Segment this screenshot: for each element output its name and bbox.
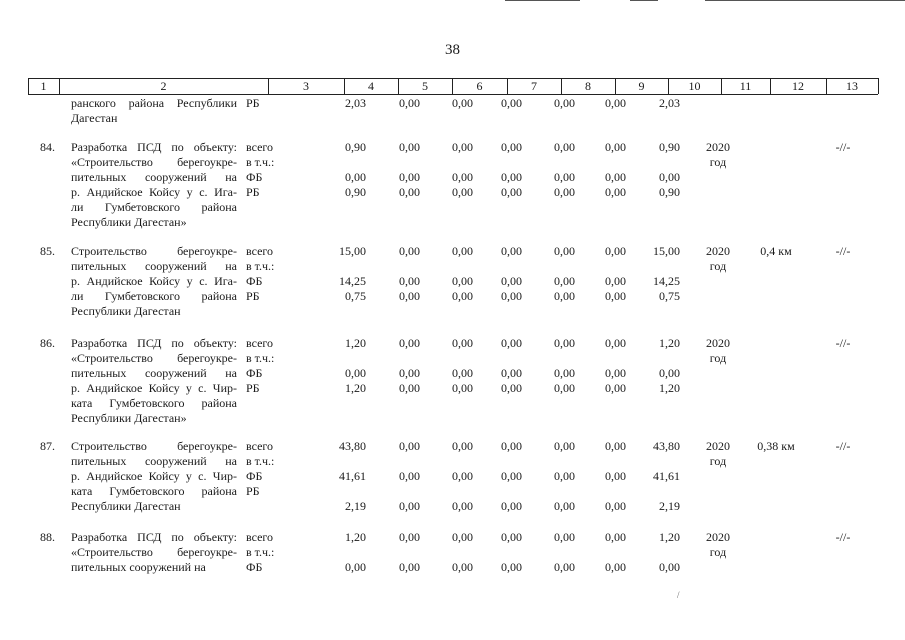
row-description <box>71 140 237 230</box>
total-value: 0,00 <box>399 244 420 258</box>
desc-line: Республики Дагестан» <box>71 411 187 425</box>
fb-value: 0,00 <box>659 560 680 574</box>
total-value: 0,00 <box>501 530 522 544</box>
total-value: 0,00 <box>605 244 626 258</box>
desc-line: р. Андийское Койсу у с. Ига- <box>71 185 237 199</box>
funding-source: РБ <box>246 289 260 303</box>
note: -//- <box>835 530 851 544</box>
capacity: 0,38 км <box>757 439 795 453</box>
total-value: 0,00 <box>399 530 420 544</box>
column-divider <box>721 78 722 94</box>
header-col-1: 1 <box>40 79 47 93</box>
fb-value: 0,00 <box>399 560 420 574</box>
row-description <box>71 244 237 319</box>
row-description <box>71 439 237 514</box>
funding-source: РБ <box>246 185 260 199</box>
total-value: 0,00 <box>452 530 473 544</box>
rb-value: 0,00 <box>452 499 473 513</box>
completion-year: 2020 <box>706 244 730 258</box>
header-col-6: 6 <box>476 79 483 93</box>
total-value: 0,90 <box>659 140 680 154</box>
desc-line: «Строительство берегоукре- <box>71 155 237 169</box>
funding-source: в т.ч.: <box>246 155 275 169</box>
fb-value: 0,00 <box>501 560 522 574</box>
completion-year-unit: год <box>709 545 727 559</box>
row-number: 87. <box>40 439 55 453</box>
fb-value: 0,00 <box>452 170 473 184</box>
header-col-3: 3 <box>303 79 309 93</box>
funding-source: ФБ <box>246 560 263 574</box>
fb-value: 0,00 <box>501 469 522 483</box>
total-value: 15,00 <box>339 244 366 258</box>
funding-source: всего <box>246 244 274 258</box>
completion-year-unit: год <box>709 351 727 365</box>
rb-value: 0,00 <box>399 185 420 199</box>
fb-value: 0,00 <box>554 366 575 380</box>
total-value: 0,00 <box>554 336 575 350</box>
rb-value: 0,90 <box>659 185 680 199</box>
total-value: 0,00 <box>452 140 473 154</box>
total-value: 0,00 <box>452 439 473 453</box>
rb-value: 0,00 <box>554 185 575 199</box>
rb-value: 0,75 <box>345 289 366 303</box>
value-cell: 0,00 <box>399 96 420 110</box>
rb-value: 0,00 <box>452 289 473 303</box>
rb-value: 2,19 <box>659 499 680 513</box>
total-value: 1,20 <box>659 530 680 544</box>
desc-line: ли Гумбетовского района <box>71 200 237 214</box>
header-col-2: 2 <box>160 79 167 93</box>
desc-line: Дагестан <box>71 111 118 125</box>
fb-value: 0,00 <box>605 170 626 184</box>
desc-line: Республики Дагестан <box>71 304 181 318</box>
fb-value: 0,00 <box>659 170 680 184</box>
funding-source: РБ <box>246 381 260 395</box>
desc-line: р. Андийское Койсу у с. Ига- <box>71 274 237 288</box>
funding-source: в т.ч.: <box>246 545 275 559</box>
rb-value: 0,00 <box>452 381 473 395</box>
desc-line: р. Андийское Койсу у с. Чир- <box>71 469 237 483</box>
fb-value: 0,00 <box>452 560 473 574</box>
fb-value: 0,00 <box>501 366 522 380</box>
total-value: 0,00 <box>501 140 522 154</box>
fb-value: 0,00 <box>605 560 626 574</box>
desc-line: ранского района Республики <box>71 96 237 110</box>
header-col-5: 5 <box>422 79 428 93</box>
total-value: 0,00 <box>554 140 575 154</box>
column-divider <box>268 78 269 94</box>
fb-value: 0,00 <box>554 170 575 184</box>
fb-value: 0,00 <box>399 274 420 288</box>
funding-source: в т.ч.: <box>246 454 275 468</box>
fb-value: 0,00 <box>345 366 366 380</box>
fb-value: 0,00 <box>452 366 473 380</box>
total-value: 0,00 <box>605 336 626 350</box>
rb-value: 0,00 <box>501 381 522 395</box>
header-col-7: 7 <box>531 79 537 93</box>
completion-year: 2020 <box>706 439 730 453</box>
fb-value: 0,00 <box>659 366 680 380</box>
desc-line: пительных сооружений на <box>71 259 237 273</box>
funding-source: РБ <box>246 96 260 110</box>
desc-line: Разработка ПСД по объекту: <box>71 140 237 154</box>
fb-value: 0,00 <box>554 560 575 574</box>
desc-line: «Строительство берегоукре- <box>71 351 237 365</box>
rb-value: 1,20 <box>659 381 680 395</box>
page-number: 38 <box>445 42 460 58</box>
funding-source: ФБ <box>246 170 263 184</box>
capacity: 0,4 км <box>760 244 792 258</box>
desc-line: ката Гумбетовского района <box>71 396 237 410</box>
desc-line: Строительство берегоукре- <box>71 439 237 453</box>
total-value: 43,80 <box>339 439 366 453</box>
fb-value: 0,00 <box>501 170 522 184</box>
fb-value: 0,00 <box>345 560 366 574</box>
funding-source: ФБ <box>246 469 263 483</box>
column-divider <box>507 78 508 94</box>
header-col-13: 13 <box>846 79 858 93</box>
rb-value: 0,75 <box>659 289 680 303</box>
funding-source: всего <box>246 439 274 453</box>
rb-value: 0,00 <box>399 499 420 513</box>
value-cell: 2,03 <box>659 96 680 110</box>
header-col-10: 10 <box>688 79 701 93</box>
rb-value: 0,00 <box>501 185 522 199</box>
note: -//- <box>835 336 851 350</box>
total-value: 0,00 <box>452 244 473 258</box>
fb-value: 41,61 <box>653 469 680 483</box>
rb-value: 2,19 <box>345 499 366 513</box>
row-number: 86. <box>40 336 55 350</box>
scan-edge-line <box>505 0 580 1</box>
total-value: 1,20 <box>345 530 366 544</box>
fb-value: 0,00 <box>452 274 473 288</box>
fb-value: 0,00 <box>452 469 473 483</box>
completion-year-unit: год <box>709 259 727 273</box>
desc-line: р. Андийское Койсу у с. Чир- <box>71 381 237 395</box>
value-cell: 0,00 <box>605 96 626 110</box>
value-cell: 0,00 <box>452 96 473 110</box>
row-description <box>71 336 237 426</box>
total-value: 0,00 <box>605 439 626 453</box>
funding-source: в т.ч.: <box>246 351 275 365</box>
desc-line: пительных сооружений на <box>71 170 237 184</box>
total-value: 0,00 <box>399 336 420 350</box>
header-col-8: 8 <box>585 79 591 93</box>
note: -//- <box>835 140 851 154</box>
fb-value: 0,00 <box>399 170 420 184</box>
total-value: 43,80 <box>653 439 680 453</box>
column-divider <box>668 78 669 94</box>
fb-value: 0,00 <box>399 469 420 483</box>
desc-line: Республики Дагестан <box>71 499 181 513</box>
funding-source: в т.ч.: <box>246 259 275 273</box>
funding-source: РБ <box>246 484 260 498</box>
row-description <box>71 530 237 575</box>
fb-value: 14,25 <box>339 274 366 288</box>
completion-year: 2020 <box>706 140 730 154</box>
column-divider <box>561 78 562 94</box>
fb-value: 14,25 <box>653 274 680 288</box>
completion-year-unit: год <box>709 454 727 468</box>
fb-value: 0,00 <box>605 366 626 380</box>
fb-value: 41,61 <box>339 469 366 483</box>
column-divider <box>59 78 60 94</box>
row-number: 88. <box>40 530 55 544</box>
total-value: 0,00 <box>554 530 575 544</box>
total-value: 1,20 <box>659 336 680 350</box>
row-number: 85. <box>40 244 55 258</box>
total-value: 0,00 <box>554 244 575 258</box>
total-value: 0,00 <box>501 439 522 453</box>
column-divider <box>452 78 453 94</box>
header-col-4: 4 <box>368 79 374 93</box>
value-cell: 2,03 <box>345 96 366 110</box>
desc-line: Разработка ПСД по объекту: <box>71 336 237 350</box>
funding-source: всего <box>246 530 274 544</box>
column-divider <box>615 78 616 94</box>
column-divider <box>28 78 29 94</box>
value-cell: 0,00 <box>501 96 522 110</box>
total-value: 0,00 <box>605 140 626 154</box>
scan-mark: / <box>677 590 680 600</box>
scan-edge-line <box>630 0 658 1</box>
desc-line: пительных сооружений на <box>71 560 206 574</box>
total-value: 0,00 <box>605 530 626 544</box>
total-value: 1,20 <box>345 336 366 350</box>
desc-line: Строительство берегоукре- <box>71 244 237 258</box>
desc-line: пительных сооружений на <box>71 366 237 380</box>
funding-source: всего <box>246 336 274 350</box>
fb-value: 0,00 <box>399 366 420 380</box>
header-col-9: 9 <box>638 79 645 93</box>
column-divider <box>344 78 345 94</box>
header-col-11: 11 <box>739 79 752 93</box>
desc-line: Разработка ПСД по объекту: <box>71 530 237 544</box>
continuation-description <box>71 96 237 126</box>
header-col-12: 12 <box>792 79 804 93</box>
rb-value: 0,00 <box>452 185 473 199</box>
note: -//- <box>835 439 851 453</box>
fb-value: 0,00 <box>501 274 522 288</box>
total-value: 0,00 <box>501 244 522 258</box>
rb-value: 0,00 <box>554 289 575 303</box>
rb-value: 0,00 <box>605 185 626 199</box>
desc-line: ли Гумбетовского района <box>71 289 237 303</box>
total-value: 0,90 <box>345 140 366 154</box>
desc-line: пительных сооружений на <box>71 454 237 468</box>
scan-edge-line <box>705 0 905 1</box>
fb-value: 0,00 <box>554 469 575 483</box>
total-value: 15,00 <box>653 244 680 258</box>
funding-source: ФБ <box>246 366 263 380</box>
rb-value: 0,00 <box>399 381 420 395</box>
funding-source: ФБ <box>246 274 263 288</box>
row-number: 84. <box>40 140 55 154</box>
rb-value: 0,00 <box>501 499 522 513</box>
table-header-row <box>28 78 878 95</box>
completion-year: 2020 <box>706 530 730 544</box>
rb-value: 0,00 <box>605 499 626 513</box>
value-cell: 0,00 <box>554 96 575 110</box>
fb-value: 0,00 <box>605 469 626 483</box>
column-divider <box>826 78 827 94</box>
rb-value: 0,00 <box>399 289 420 303</box>
fb-value: 0,00 <box>554 274 575 288</box>
desc-line: Республики Дагестан» <box>71 215 187 229</box>
total-value: 0,00 <box>452 336 473 350</box>
rb-value: 0,00 <box>554 499 575 513</box>
fb-value: 0,00 <box>345 170 366 184</box>
completion-year: 2020 <box>706 336 730 350</box>
completion-year-unit: год <box>709 155 727 169</box>
note: -//- <box>835 244 851 258</box>
desc-line: «Строительство берегоукре- <box>71 545 237 559</box>
total-value: 0,00 <box>399 140 420 154</box>
column-divider <box>398 78 399 94</box>
fb-value: 0,00 <box>605 274 626 288</box>
desc-line: ката Гумбетовского района <box>71 484 237 498</box>
rb-value: 1,20 <box>345 381 366 395</box>
funding-source: всего <box>246 140 274 154</box>
rb-value: 0,00 <box>501 289 522 303</box>
rb-value: 0,90 <box>345 185 366 199</box>
column-divider <box>770 78 771 94</box>
column-divider <box>878 78 879 94</box>
rb-value: 0,00 <box>605 381 626 395</box>
total-value: 0,00 <box>399 439 420 453</box>
total-value: 0,00 <box>554 439 575 453</box>
rb-value: 0,00 <box>554 381 575 395</box>
total-value: 0,00 <box>501 336 522 350</box>
rb-value: 0,00 <box>605 289 626 303</box>
